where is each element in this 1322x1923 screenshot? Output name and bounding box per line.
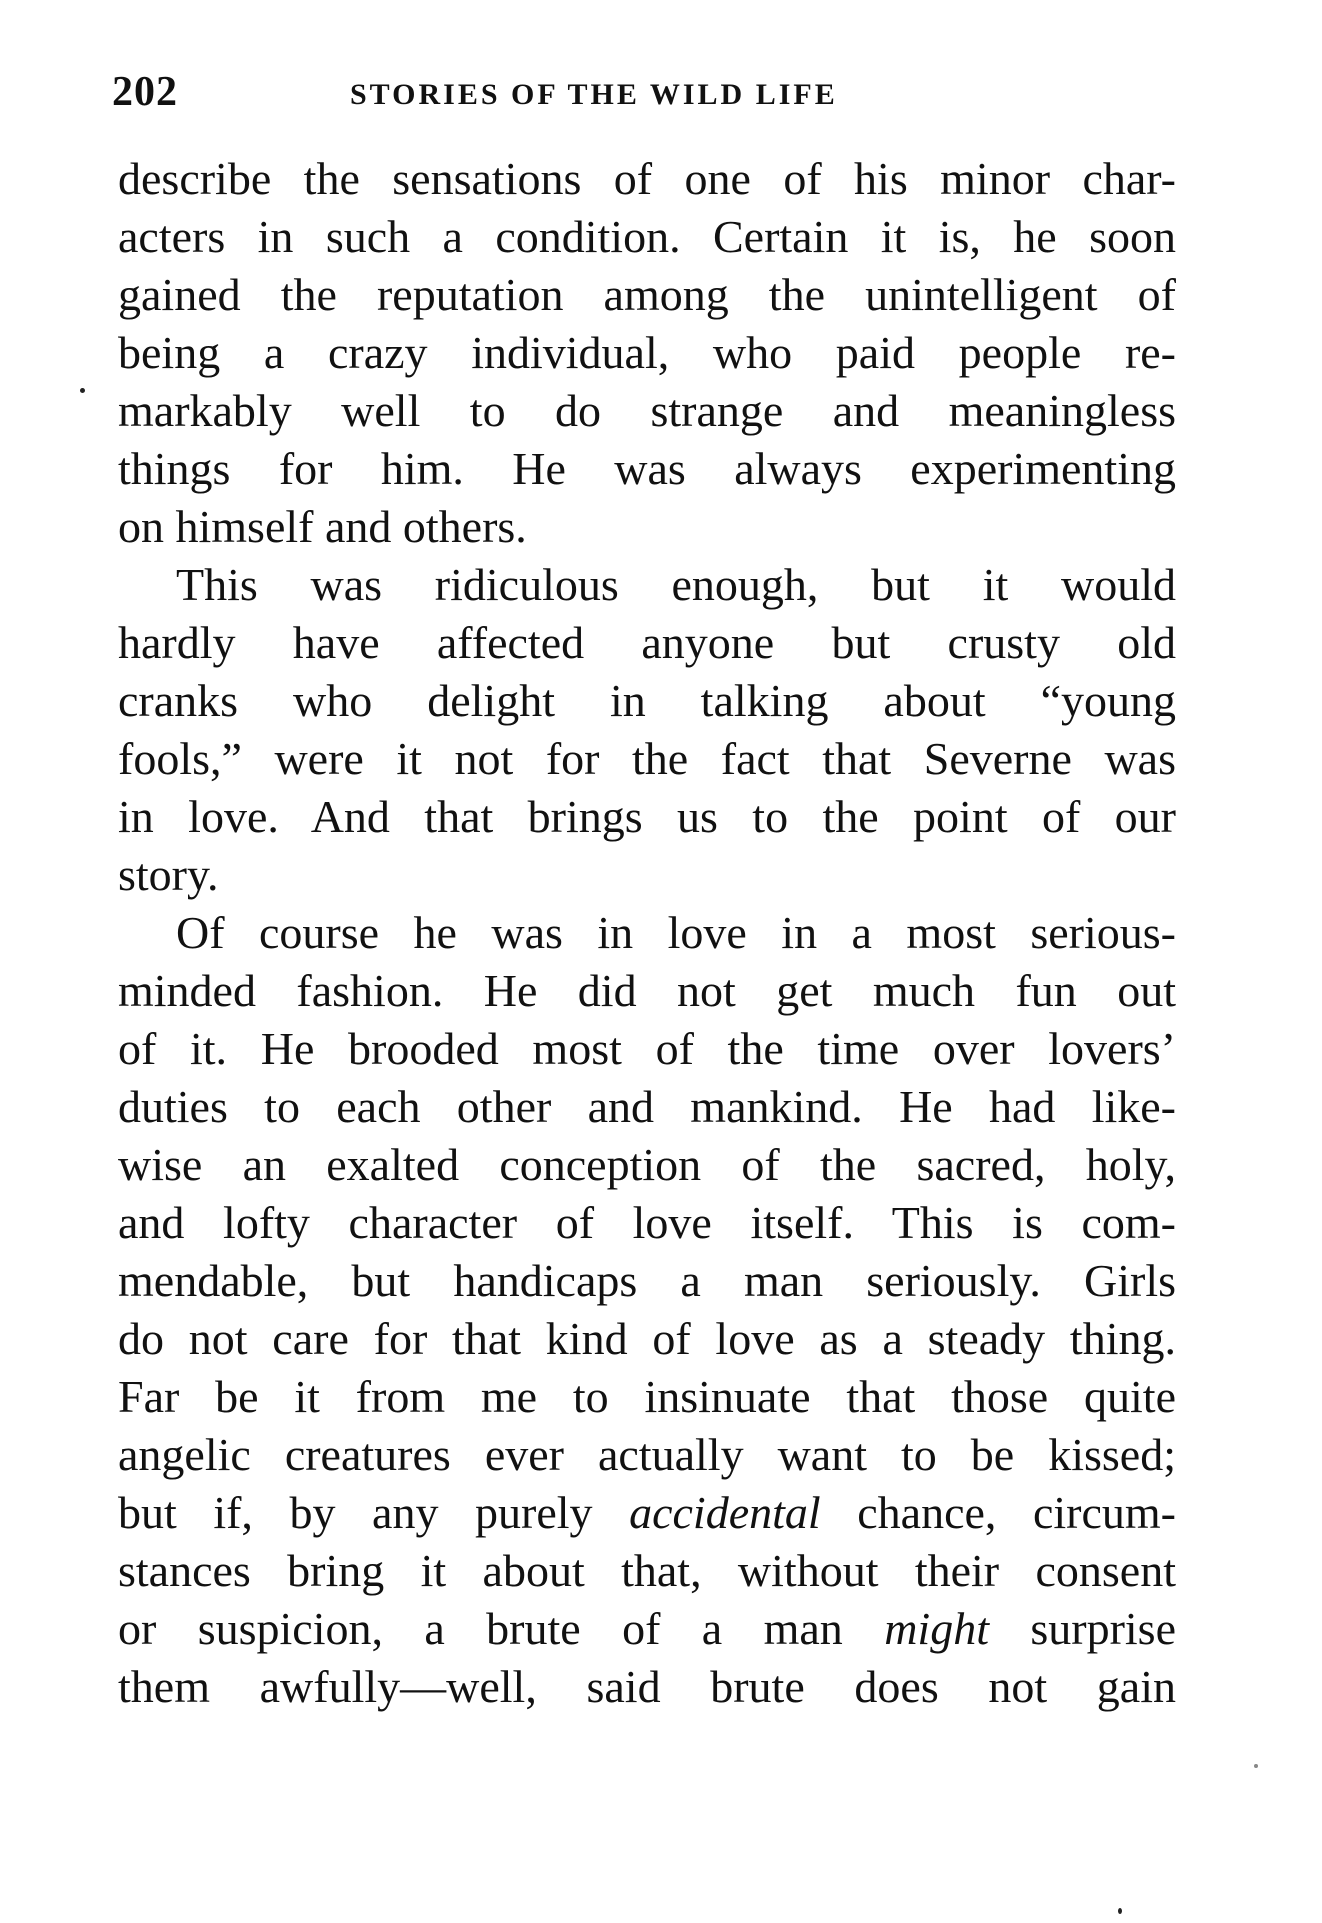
text-line: hardly have affected anyone but crusty old xyxy=(118,617,1176,668)
text-line: minded fashion. He did not get much fun out xyxy=(118,965,1176,1016)
text-line: describe the sensations of one of his minor char- xyxy=(118,153,1176,204)
text-segment: surprise xyxy=(988,1603,1176,1654)
text-line: cranks who delight in talking about “young xyxy=(118,675,1176,726)
text-line: story. xyxy=(118,849,219,900)
text-line: being a crazy individual, who paid people re- xyxy=(118,327,1176,378)
text-line xyxy=(118,1600,1176,1658)
text-segment: but if, by any purely xyxy=(118,1487,630,1538)
text-line: Of course he was in love in a most serious- xyxy=(176,907,1176,958)
text-line: duties to each other and mankind. He had like- xyxy=(118,1081,1176,1132)
italic-word: might xyxy=(884,1603,989,1654)
text-line: wise an exalted conception of the sacred, holy, xyxy=(118,1139,1176,1190)
running-head: STORIES OF THE WILD LIFE xyxy=(350,78,838,111)
text-line: This was ridiculous enough, but it would xyxy=(176,559,1176,610)
text-line: them awfully—well, said brute does not gain xyxy=(118,1661,1176,1712)
text-segment: chance, circum- xyxy=(820,1487,1176,1538)
text-line: things for him. He was always experimenting xyxy=(118,443,1176,494)
italic-word: accidental xyxy=(629,1487,821,1538)
page-number: 202 xyxy=(112,69,178,115)
text-line: and lofty character of love itself. This is com- xyxy=(118,1197,1176,1248)
ink-speck xyxy=(1118,1908,1122,1914)
ink-speck xyxy=(80,388,85,393)
text-line: in love. And that brings us to the point of our xyxy=(118,791,1176,842)
text-line: gained the reputation among the unintelligent of xyxy=(118,269,1176,320)
text-line: of it. He brooded most of the time over lovers’ xyxy=(118,1023,1176,1074)
body-text xyxy=(118,150,1176,1716)
text-line: mendable, but handicaps a man seriously. Girls xyxy=(118,1255,1176,1306)
text-segment: or suspicion, a brute of a man xyxy=(118,1603,885,1654)
text-line: acters in such a condition. Certain it is, he soon xyxy=(118,211,1176,262)
ink-speck xyxy=(1254,1764,1258,1768)
text-line: markably well to do strange and meaningless xyxy=(118,385,1176,436)
text-line: angelic creatures ever actually want to be kissed; xyxy=(118,1429,1176,1480)
text-line: do not care for that kind of love as a steady thing. xyxy=(118,1313,1176,1364)
page-header xyxy=(112,68,1172,128)
text-line: on himself and others. xyxy=(118,501,527,552)
text-line: stances bring it about that, without their consent xyxy=(118,1545,1176,1596)
text-line xyxy=(118,1484,1176,1542)
text-line: Far be it from me to insinuate that those quite xyxy=(118,1371,1176,1422)
text-line: fools,” were it not for the fact that Severne was xyxy=(118,733,1176,784)
